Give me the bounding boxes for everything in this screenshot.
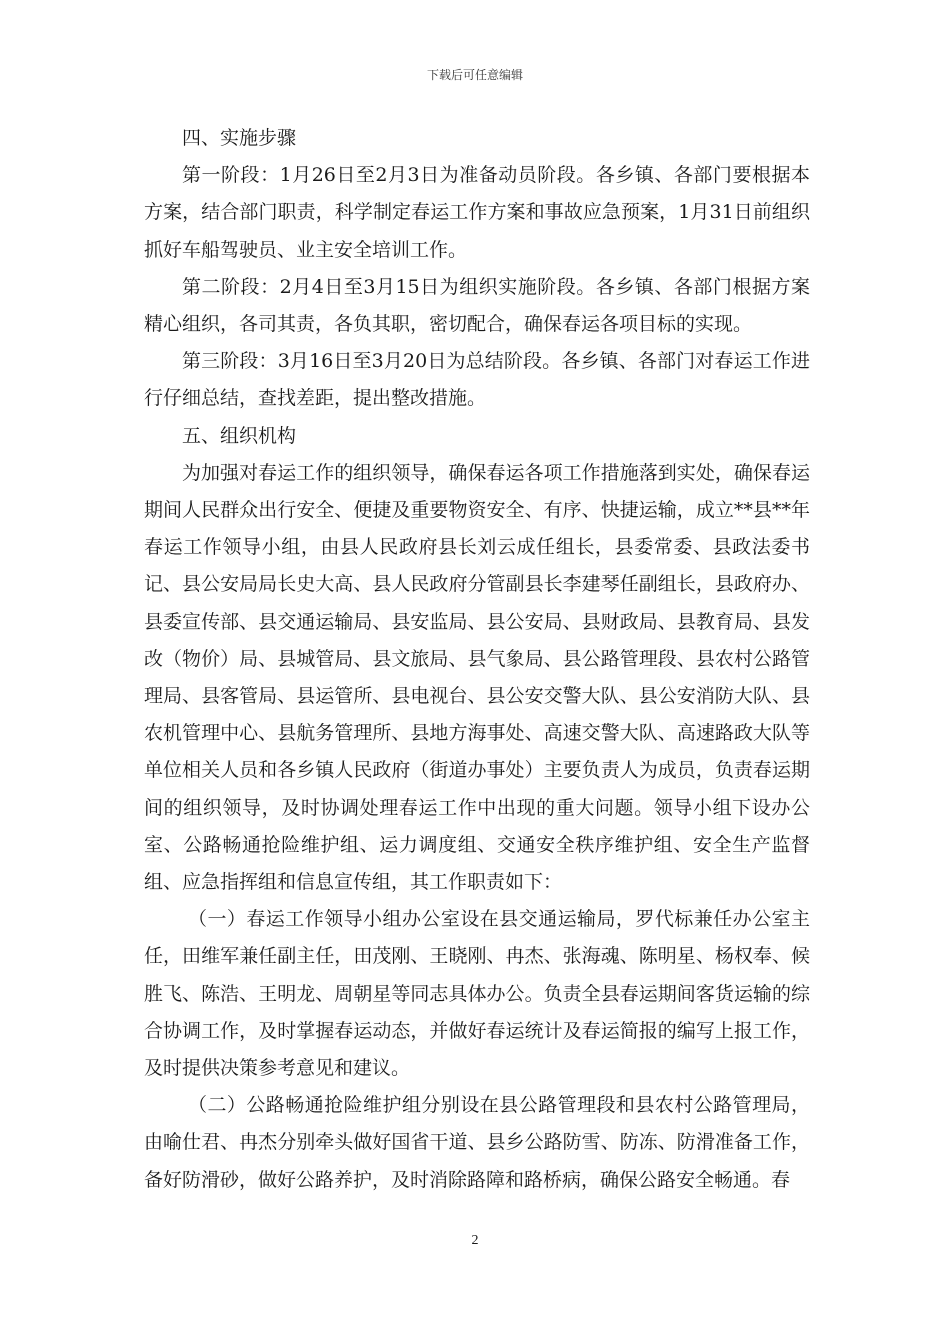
page-header: 下载后可任意编辑 [426,68,523,82]
paragraph-phase-one: 第一阶段：1月26日至2月3日为准备动员阶段。各乡镇、各部门要根据本方案，结合部门职责，科学制定春运工作方案和事故应急预案，1月31日前组织抓好车船驾驶员、业主安全培训工作。 [144,164,810,261]
paragraph-organization: 为加强对春运工作的组织领导，确保春运各项工作措施落到实处，确保春运期间人民群众出行安全、便捷及重要物资安全、有序、快捷运输，成立**县**年春运工作领导小组，由县人民政府县长刘云成任组长，县委常委、县政法委书记、县公安局局长史大高、县人民政府分管副县长李建琴任副组长，县政府办、县委宣传部、县交通运输局、县安监局、县公安局、县财政局、县教育局、县发改（物价）局、县城管局、县文旅局、县气象局、县公路管理段、县农村公路管理局、县客管局、县运管所、县电视台、县公安交警大队、县公安消防大队、县农机管理中心、县航务管理所、县地方海事处、高速交警大队、高速路政大队等单位相关人员和各乡镇人民政府（街道办事处）主要负责人为成员，负责春运期间的组织领导，及时协调处理春运工作中出现的重大问题。领导小组下设办公室、公路畅通抢险维护组、运力调度组、交通安全秩序维护组、安全生产监督组、应急指挥组和信息宣传组，其工作职责如下： [144,461,810,894]
paragraph-road-group: （二）公路畅通抢险维护组分别设在县公路管理段和县农村公路管理局，由喻仕君、冉杰分别牵头做好国省干道、县乡公路防雪、防冻、防滑准备工作，备好防滑砂，做好公路养护，及时消除路障和路桥病，确保公路安全畅通。春 [144,1094,810,1191]
paragraph-phase-three: 第三阶段：3月16日至3月20日为总结阶段。各乡镇、各部门对春运工作进行仔细总结，查找差距，提出整改措施。 [144,350,810,410]
document-body [144,120,810,1199]
paragraph-phase-two: 第二阶段：2月4日至3月15日为组织实施阶段。各乡镇、各部门根据方案精心组织，各司其责，各负其职，密切配合，确保春运各项目标的实现。 [144,275,810,336]
section-heading-organization: 五、组织机构 [182,424,297,447]
section-heading-steps: 四、实施步骤 [182,127,297,149]
page-number: 2 [471,1233,479,1248]
paragraph-office: （一）春运工作领导小组办公室设在县交通运输局，罗代标兼任办公室主任，田维军兼任副主任，田茂刚、王晓刚、冉杰、张海魂、陈明星、杨权奉、候胜飞、陈浩、王明龙、周朝星等同志具体办公。负责全县春运期间客货运输的综合协调工作，及时掌握春运动态，并做好春运统计及春运简报的编写上报工作，及时提供决策参考意见和建议。 [144,908,810,1080]
